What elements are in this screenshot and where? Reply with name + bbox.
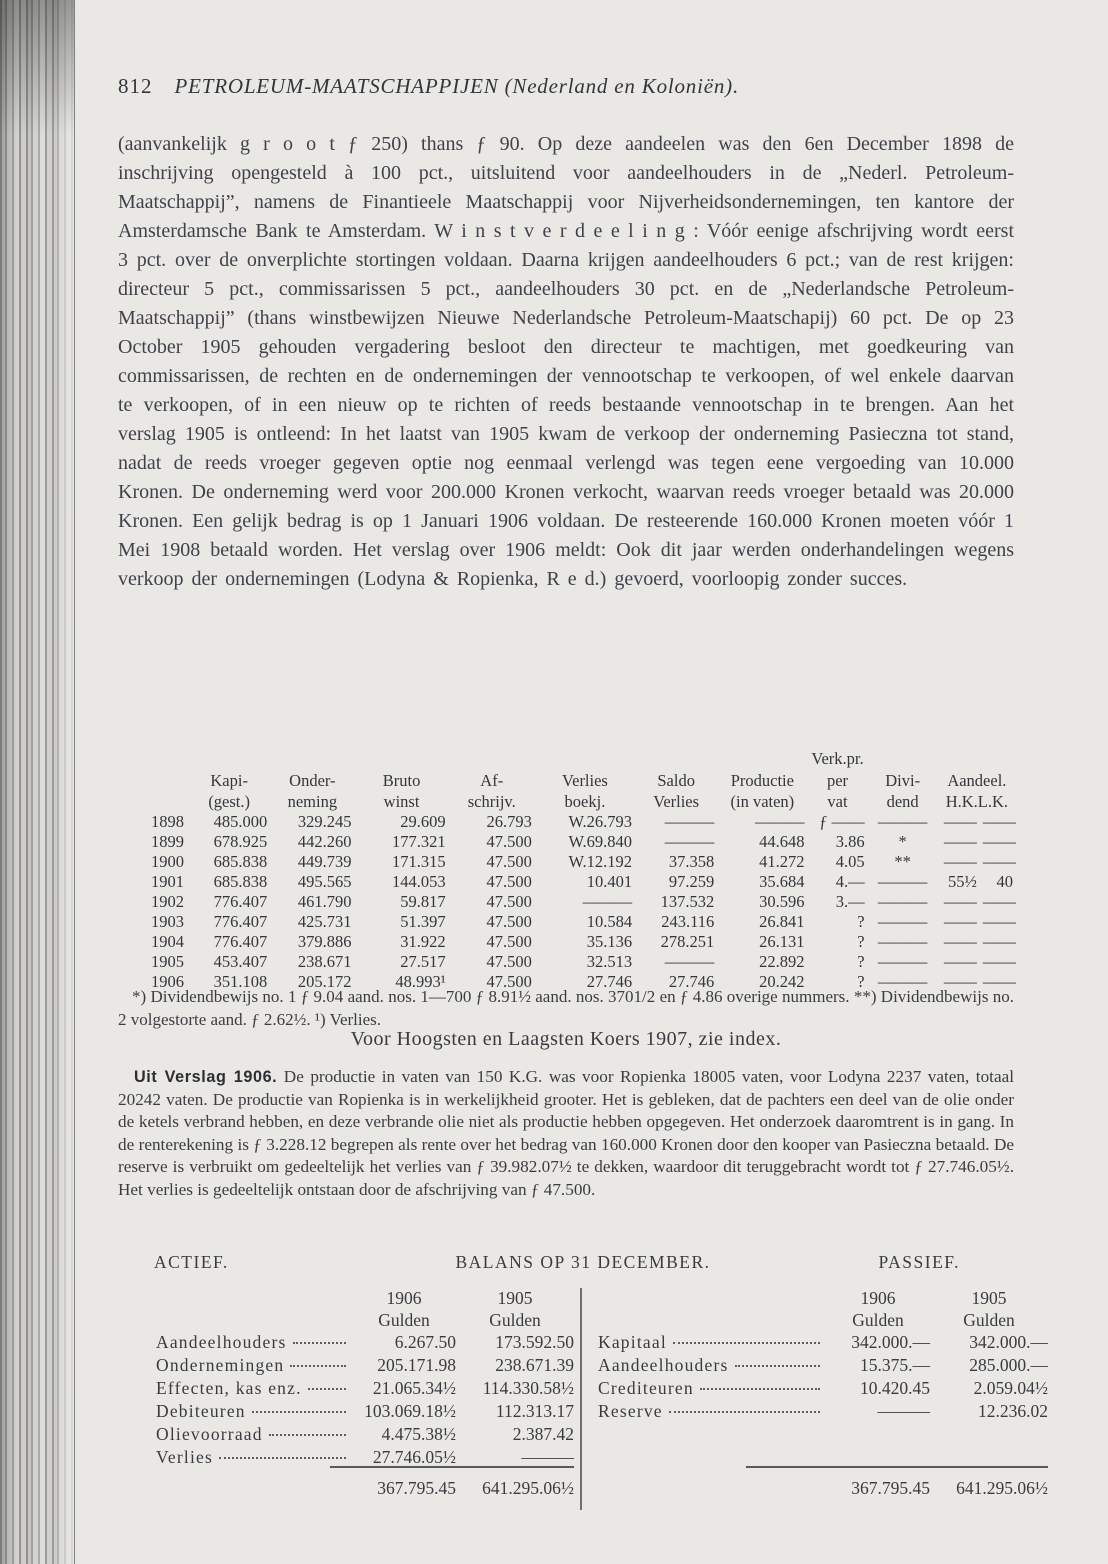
actief-row-label: Olievoorraad bbox=[156, 1424, 263, 1444]
actief-value-1906: 6.267.50 bbox=[394, 1332, 456, 1352]
productie-cell: 30.596 bbox=[759, 892, 805, 911]
productie-cell: 22.892 bbox=[759, 952, 805, 971]
kapitaal-cell: 685.838 bbox=[213, 852, 268, 871]
afschrijving-cell: 47.500 bbox=[486, 892, 532, 911]
productie-cell: ——— bbox=[754, 812, 805, 831]
kapitaal-cell: 776.407 bbox=[213, 892, 268, 911]
dividend-cell: ** bbox=[894, 852, 911, 871]
dividend-cell: ——— bbox=[877, 872, 928, 891]
afschrijving-cell: 47.500 bbox=[486, 972, 532, 991]
actief-value-1905: 112.313.17 bbox=[495, 1401, 574, 1421]
saldo-cell: ——— bbox=[664, 952, 715, 971]
actief-row bbox=[118, 1401, 574, 1424]
laagste-koers-cell: —— bbox=[982, 912, 1016, 931]
koers-index-note: Voor Hoogsten en Laagsten Koers 1907, zie index. bbox=[350, 1028, 782, 1050]
col-verkoopprijs: per bbox=[826, 771, 849, 790]
passief-value-1906: ——— bbox=[877, 1401, 930, 1421]
table-row bbox=[148, 832, 1016, 852]
verslag-text: De productie in vaten van 150 K.G. was voor Ropienka 18005 vaten, voor Lodyna 2237 vaten, totaal 20242 vaten. De productie van Ropienka is in werkelijkheid grooter. Het is gebleken, dat de pachters een deel van de olie onder de ketels verbrand hebben, en deze verbrande olie niet als productie hebben opgegeven. Het onderzoek daaromtrent is in gang. In de renterekening is ƒ 3.228.12 begrepen als rente over het bedrag van 160.000 Kronen door den kooper van Pasieczna betaald. De reserve is verbruikt om gedeeltelijk het verlies van ƒ 39.982.07½ te dekken, waardoor dit teruggebracht wordt tot ƒ 27.746.05½. Het verlies is gedeeltelijk ontstaan door de afschrijving van ƒ 47.500. bbox=[118, 1067, 1014, 1199]
col-saldo-verlies: Saldo bbox=[657, 771, 695, 790]
verkoopprijs-cell: 4.05 bbox=[835, 852, 865, 871]
dotted-leader bbox=[290, 1365, 346, 1367]
dividend-cell: * bbox=[898, 832, 907, 851]
dividend-cell: ——— bbox=[877, 932, 928, 951]
verlies-cell: 27.746 bbox=[586, 972, 633, 991]
actief-row-label: Ondernemingen bbox=[156, 1355, 285, 1375]
actief-value-1906: 103.069.18½ bbox=[364, 1401, 456, 1421]
verlies-cell: ——— bbox=[582, 892, 633, 911]
saldo-cell: 37.358 bbox=[668, 852, 715, 871]
onderneming-cell: 238.671 bbox=[297, 952, 352, 971]
actief-row-label: Aandeelhouders bbox=[156, 1332, 287, 1352]
col-verlies-boekjaar: Verlies bbox=[562, 771, 608, 790]
passief-year-row bbox=[598, 1288, 1048, 1310]
col-aandeel-koers: Aandeel. bbox=[947, 771, 1007, 790]
afschrijving-cell: 47.500 bbox=[486, 832, 532, 851]
passief-total-1906: 367.795.45 bbox=[851, 1478, 930, 1498]
verslag-1906-paragraph bbox=[118, 1066, 1014, 1202]
actief-value-1906: 27.746.05½ bbox=[372, 1447, 456, 1467]
actief-row-label: Verlies bbox=[156, 1447, 213, 1467]
verlies-cell: W.69.840 bbox=[568, 832, 633, 851]
laagste-koers-cell: —— bbox=[982, 892, 1016, 911]
year-cell: 1902 bbox=[151, 892, 184, 911]
year-cell: 1899 bbox=[151, 832, 184, 851]
balance-sheet bbox=[118, 1252, 1048, 1514]
actief-row-label: Debiteuren bbox=[156, 1401, 246, 1421]
year-cell: 1904 bbox=[151, 932, 184, 951]
currency-label: Gulden bbox=[489, 1310, 541, 1330]
saldo-cell: ——— bbox=[664, 812, 715, 831]
saldo-cell: 97.259 bbox=[668, 872, 715, 891]
hoogste-koers-cell: —— bbox=[943, 832, 977, 851]
currency-label: Gulden bbox=[852, 1310, 904, 1330]
onderneming-cell: 495.565 bbox=[297, 872, 352, 891]
productie-cell: 26.131 bbox=[759, 932, 805, 951]
productie-cell: 26.841 bbox=[759, 912, 805, 931]
passief-row-label: Reserve bbox=[598, 1401, 663, 1421]
col-dividend: Divi- bbox=[885, 771, 921, 790]
passief-value-1906: 342.000.— bbox=[851, 1332, 930, 1352]
laagste-koers-cell: —— bbox=[982, 812, 1016, 831]
table-row bbox=[148, 892, 1016, 912]
table-footnotes: *) Dividendbewijs no. 1 ƒ 9.04 aand. nos. 1—700 ƒ 8.91½ aand. nos. 3701/2 en ƒ 4.86 overige nummers. **) Dividendbewijs no. 2 volgestorte aand. ƒ 2.62½. ¹) Verlies. bbox=[118, 987, 1014, 1029]
table-row bbox=[148, 872, 1016, 892]
verkoopprijs-cell: ƒ —— bbox=[819, 812, 865, 831]
actief-total-rule bbox=[330, 1466, 574, 1468]
actief-value-1906: 21.065.34½ bbox=[372, 1378, 456, 1398]
year-cell: 1903 bbox=[151, 912, 184, 931]
passief-label: PASSIEF. bbox=[878, 1252, 960, 1272]
afschrijving-cell: 26.793 bbox=[486, 812, 532, 831]
productie-cell: 20.242 bbox=[759, 972, 805, 991]
brutowinst-cell: 59.817 bbox=[400, 892, 446, 911]
passief-year-1906: 1906 bbox=[860, 1288, 896, 1308]
dotted-leader bbox=[219, 1457, 346, 1459]
passief-currency-row bbox=[598, 1310, 1048, 1332]
actief-row-label: Effecten, kas enz. bbox=[156, 1378, 302, 1398]
actief-value-1905: 2.387.42 bbox=[512, 1424, 574, 1444]
actief-value-1906: 205.171.98 bbox=[377, 1355, 456, 1375]
onderneming-cell: 379.886 bbox=[297, 932, 352, 951]
laagste-koers-cell: —— bbox=[982, 952, 1016, 971]
brutowinst-cell: 29.609 bbox=[400, 812, 446, 831]
col-onderneming: Onder- bbox=[289, 771, 336, 790]
passief-row bbox=[598, 1332, 1048, 1355]
table-superheader-row bbox=[148, 748, 1016, 770]
saldo-cell: 278.251 bbox=[660, 932, 715, 951]
laagste-koers-cell: —— bbox=[982, 932, 1016, 951]
actief-total-1906: 367.795.45 bbox=[377, 1478, 456, 1498]
book-binding-gutter bbox=[0, 0, 75, 1564]
currency-label: Gulden bbox=[378, 1310, 430, 1330]
onderneming-cell: 461.790 bbox=[297, 892, 352, 911]
verlies-cell: 10.401 bbox=[586, 872, 633, 891]
actief-row bbox=[118, 1424, 574, 1447]
actief-value-1905: 114.330.58½ bbox=[482, 1378, 574, 1398]
laagste-koers-cell: 40 bbox=[996, 872, 1013, 891]
table-row bbox=[148, 932, 1016, 952]
hoogste-koers-cell: 55½ bbox=[947, 872, 977, 891]
productie-cell: 41.272 bbox=[759, 852, 805, 871]
brutowinst-cell: 31.922 bbox=[400, 932, 446, 951]
verkoopprijs-cell: 3.— bbox=[835, 892, 865, 911]
brutowinst-cell: 51.397 bbox=[400, 912, 446, 931]
actief-value-1905: 173.592.50 bbox=[495, 1332, 574, 1352]
dotted-leader bbox=[308, 1388, 346, 1390]
dividend-cell: ——— bbox=[877, 812, 928, 831]
actief-row bbox=[118, 1355, 574, 1378]
hoogste-koers-cell: —— bbox=[943, 912, 977, 931]
kapitaal-cell: 685.838 bbox=[213, 872, 268, 891]
passief-value-1906: 15.375.— bbox=[860, 1355, 930, 1375]
dividend-cell: ——— bbox=[877, 912, 928, 931]
page-header bbox=[118, 74, 1014, 99]
actief-total-1905: 641.295.06½ bbox=[482, 1478, 574, 1498]
dividend-cell: ——— bbox=[877, 892, 928, 911]
balance-column-divider bbox=[580, 1288, 582, 1510]
productie-cell: 35.684 bbox=[759, 872, 805, 891]
passief-value-1906: 10.420.45 bbox=[860, 1378, 930, 1398]
brutowinst-cell: 177.321 bbox=[392, 832, 446, 851]
page-title: PETROLEUM-MAATSCHAPPIJEN (Nederland en Koloniën). bbox=[174, 74, 739, 98]
actief-year-row bbox=[118, 1288, 574, 1310]
afschrijving-cell: 47.500 bbox=[486, 932, 532, 951]
year-cell: 1898 bbox=[151, 812, 184, 831]
verlies-cell: 35.136 bbox=[586, 932, 633, 951]
kapitaal-cell: 678.925 bbox=[213, 832, 268, 851]
passief-row-label: Aandeelhouders bbox=[598, 1355, 729, 1375]
actief-column bbox=[118, 1288, 574, 1514]
verkoopprijs-cell: ? bbox=[857, 972, 865, 991]
verkoopprijs-cell: 4.— bbox=[835, 872, 865, 891]
hoogste-koers-cell: —— bbox=[943, 812, 977, 831]
actief-value-1906: 4.475.38½ bbox=[381, 1424, 456, 1444]
dotted-leader bbox=[669, 1411, 820, 1413]
verkpr-superheader: Verk.pr. bbox=[811, 749, 864, 768]
onderneming-cell: 425.731 bbox=[297, 912, 352, 931]
laagste-koers-cell: —— bbox=[982, 832, 1016, 851]
passief-value-1905: 12.236.02 bbox=[978, 1401, 1048, 1421]
verkoopprijs-cell: ? bbox=[857, 952, 865, 971]
dividend-cell: ——— bbox=[877, 952, 928, 971]
verkoopprijs-cell: ? bbox=[857, 932, 865, 951]
passief-total-rule bbox=[746, 1466, 1048, 1468]
dividend-cell: ——— bbox=[877, 972, 928, 991]
table-row bbox=[148, 812, 1016, 832]
brutowinst-cell: 27.517 bbox=[400, 952, 446, 971]
verlies-cell: W.26.793 bbox=[568, 812, 633, 831]
afschrijving-cell: 47.500 bbox=[486, 952, 532, 971]
passief-value-1905: 2.059.04½ bbox=[973, 1378, 1048, 1398]
brutowinst-cell: 171.315 bbox=[392, 852, 446, 871]
passief-total-1905: 641.295.06½ bbox=[956, 1478, 1048, 1498]
afschrijving-cell: 47.500 bbox=[486, 912, 532, 931]
passief-value-1905: 342.000.— bbox=[969, 1332, 1048, 1352]
dotted-leader bbox=[269, 1434, 346, 1436]
brutowinst-cell: 48.993¹ bbox=[395, 972, 446, 991]
col-afschrijving: Af- bbox=[480, 771, 504, 790]
kapitaal-cell: 351.108 bbox=[213, 972, 268, 991]
productie-cell: 44.648 bbox=[759, 832, 805, 851]
verlies-cell: 10.584 bbox=[586, 912, 633, 931]
verkoopprijs-cell: ? bbox=[857, 912, 865, 931]
actief-label: ACTIEF. bbox=[154, 1252, 229, 1272]
verslag-heading: Uit Verslag 1906. bbox=[134, 1068, 278, 1086]
afschrijving-cell: 47.500 bbox=[486, 852, 532, 871]
onderneming-cell: 205.172 bbox=[297, 972, 352, 991]
onderneming-cell: 442.260 bbox=[297, 832, 352, 851]
laagste-koers-cell: —— bbox=[982, 852, 1016, 871]
kapitaal-cell: 453.407 bbox=[213, 952, 268, 971]
dotted-leader bbox=[673, 1342, 820, 1344]
brutowinst-cell: 144.053 bbox=[392, 872, 446, 891]
page-number: 812 bbox=[118, 74, 153, 98]
passief-value-1905: 285.000.— bbox=[969, 1355, 1048, 1375]
dotted-leader bbox=[700, 1388, 820, 1390]
col-brutowinst: Bruto bbox=[382, 771, 421, 790]
laagste-koers-cell: —— bbox=[982, 972, 1016, 991]
hoogste-koers-cell: —— bbox=[943, 972, 977, 991]
passief-year-1905: 1905 bbox=[971, 1288, 1007, 1308]
passief-row-label: Kapitaal bbox=[598, 1332, 667, 1352]
hoogste-koers-cell: —— bbox=[943, 932, 977, 951]
results-table bbox=[148, 748, 1016, 992]
dotted-leader bbox=[252, 1411, 346, 1413]
saldo-cell: 27.746 bbox=[668, 972, 715, 991]
saldo-cell: 137.532 bbox=[660, 892, 715, 911]
table-row bbox=[148, 852, 1016, 872]
col-productie: Productie bbox=[730, 771, 794, 790]
onderneming-cell: 449.739 bbox=[297, 852, 352, 871]
year-cell: 1905 bbox=[151, 952, 184, 971]
actief-row bbox=[118, 1332, 574, 1355]
dotted-leader bbox=[293, 1342, 346, 1344]
year-cell: 1900 bbox=[151, 852, 184, 871]
passief-row-label: Crediteuren bbox=[598, 1378, 694, 1398]
verlies-cell: W.12.192 bbox=[568, 852, 633, 871]
main-paragraph: (aanvankelijk g r o o t ƒ 250) thans ƒ 90. Op deze aandeelen was den 6en December 1898 de inschrijving opengesteld à 100 pct., uitsluitend voor aandeelhouders in de „Nederl. Petroleum-Maatschappij”, namens de Finantieele Maatschappij voor Nijverheidsondernemingen, ten kantore der Amsterdamsche Bank te Amsterdam. W i n s t v e r d e e l i n g : Vóór eenige afschrijving wordt eerst 3 pct. over de onverplichte stortingen voldaan. Daarna krijgen aandeelhouders 6 pct.; van de rest krijgen: directeur 5 pct., commissarissen 5 pct., aandeelhouders 30 pct. en de „Nederlandsche Petroleum-Maatschappij” (thans winstbewijzen Nieuwe Nederlandsche Petroleum-Maatschapij) 60 pct. De op 23 October 1905 gehouden vergadering besloot den directeur te machtigen, met goedkeuring van commissarissen, de rechten en de ondernemingen der vennootschap te verkoopen, of wel enkele daarvan te verkoopen, of in een nieuw op te richten of reeds bestaande vennootschap in te brengen. Aan het verslag 1905 is ontleend: In het laatst van 1905 kwam de verkoop der onderneming Pasieczna tot stand, nadat de reeds vroeger gegeven optie nog eenmaal verlengd was tegen eene vergoeding van 10.000 Kronen. De onderneming werd voor 200.000 Kronen verkocht, waarvan reeds vroeger betaald was 20.000 Kronen. Een gelijk bedrag is op 1 Januari 1906 voldaan. De resteerende 160.000 Kronen moeten vóór 1 Mei 1908 betaald worden. Het verslag over 1906 meldt: Ook dit jaar werden onderhandelingen wegens verkoop der ondernemingen (Lodyna & Ropienka, R e d.) gevoerd, voorloopig zonder succes. bbox=[118, 133, 1014, 590]
table-row bbox=[148, 912, 1016, 932]
saldo-cell: 243.116 bbox=[661, 912, 715, 931]
saldo-cell: ——— bbox=[664, 832, 715, 851]
verlies-cell: 32.513 bbox=[586, 952, 633, 971]
passief-totals-row bbox=[598, 1478, 1048, 1501]
kapitaal-cell: 485.000 bbox=[213, 812, 268, 831]
table-header-row-2: (gest.) neming winst schrijv. boekj. Verlies (in vaten) vat dend H.K.L.K. bbox=[208, 792, 1009, 811]
actief-year-1905: 1905 bbox=[497, 1288, 533, 1308]
actief-row bbox=[118, 1378, 574, 1401]
kapitaal-cell: 776.407 bbox=[213, 912, 268, 931]
year-cell: 1906 bbox=[151, 972, 184, 991]
table-header-row-1 bbox=[148, 770, 1016, 791]
table-row bbox=[148, 952, 1016, 972]
actief-value-1905: 238.671.39 bbox=[495, 1355, 574, 1375]
actief-year-1906: 1906 bbox=[386, 1288, 422, 1308]
actief-value-1905: ——— bbox=[521, 1447, 574, 1467]
passief-row bbox=[598, 1378, 1048, 1401]
hoogste-koers-cell: —— bbox=[943, 892, 977, 911]
hoogste-koers-cell: —— bbox=[943, 952, 977, 971]
actief-currency-row bbox=[118, 1310, 574, 1332]
passief-row bbox=[598, 1401, 1048, 1424]
kapitaal-cell: 776.407 bbox=[213, 932, 268, 951]
year-cell: 1901 bbox=[151, 872, 184, 891]
onderneming-cell: 329.245 bbox=[297, 812, 352, 831]
passief-column bbox=[598, 1288, 1048, 1514]
verkoopprijs-cell: 3.86 bbox=[835, 832, 865, 851]
balance-header bbox=[118, 1252, 1048, 1284]
currency-label: Gulden bbox=[963, 1310, 1015, 1330]
passief-row bbox=[598, 1355, 1048, 1378]
afschrijving-cell: 47.500 bbox=[486, 872, 532, 891]
actief-totals-row bbox=[118, 1478, 574, 1501]
hoogste-koers-cell: —— bbox=[943, 852, 977, 871]
balance-title: BALANS OP 31 DECEMBER. bbox=[455, 1252, 711, 1272]
dotted-leader bbox=[735, 1365, 820, 1367]
col-kapitaal: Kapi- bbox=[210, 771, 248, 790]
